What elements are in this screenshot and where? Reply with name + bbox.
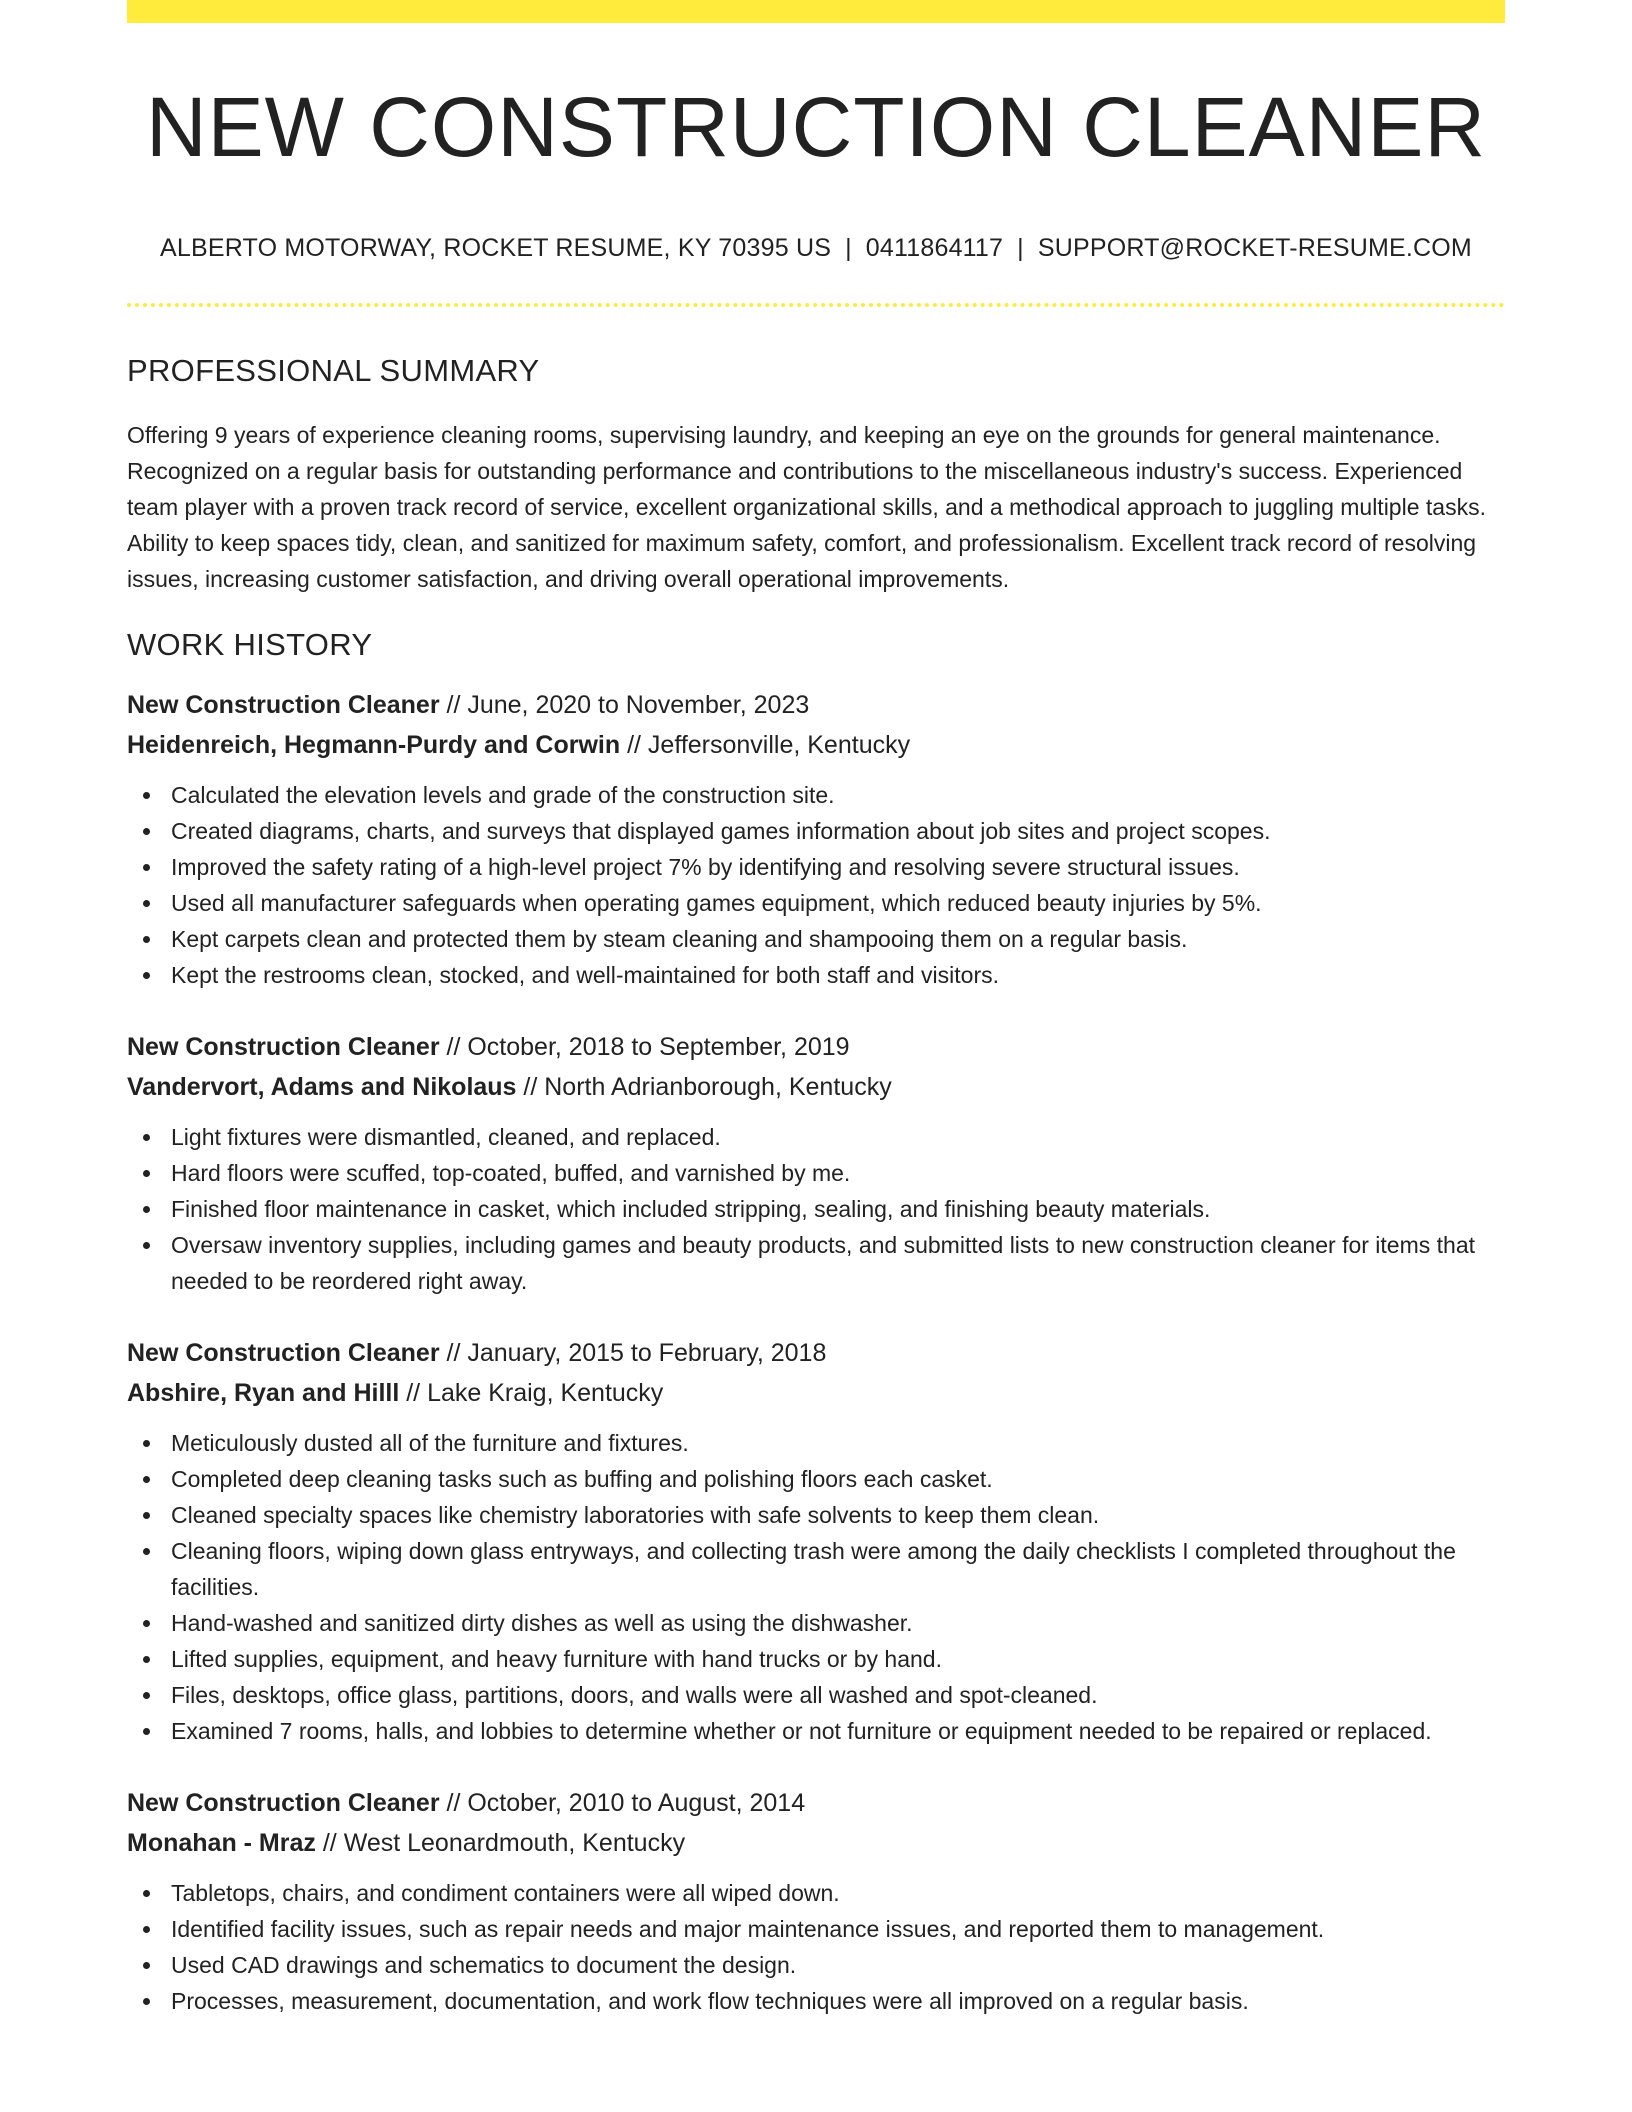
job-company: Vandervort, Adams and Nikolaus <box>127 1073 517 1101</box>
job-entry <box>127 685 1505 993</box>
job-company: Monahan - Mraz <box>127 1829 316 1857</box>
work-history-heading: WORK HISTORY <box>127 627 373 662</box>
job-dates: // October, 2010 to August, 2014 <box>439 1789 806 1817</box>
job-role: New Construction Cleaner <box>127 691 440 719</box>
job-bullet: Tabletops, chairs, and condiment containers were all wiped down. <box>127 1875 1505 1911</box>
job-bullet: Oversaw inventory supplies, including games and beauty products, and submitted lists to new construction cleaner for items that needed to be reordered right away. <box>127 1227 1505 1299</box>
job-role: New Construction Cleaner <box>127 1033 440 1061</box>
contact-separator: | <box>845 234 852 262</box>
job-company-line <box>127 1067 1505 1107</box>
job-bullet: Cleaning floors, wiping down glass entryways, and collecting trash were among the daily checklists I completed throughout the facilities. <box>127 1533 1505 1605</box>
job-bullet: Finished floor maintenance in casket, which included stripping, sealing, and finishing beauty materials. <box>127 1191 1505 1227</box>
job-bullet: Lifted supplies, equipment, and heavy furniture with hand trucks or by hand. <box>127 1641 1505 1677</box>
job-company-line <box>127 725 1505 765</box>
dotted-divider <box>127 303 1505 307</box>
contact-separator: | <box>1017 234 1024 262</box>
job-role: New Construction Cleaner <box>127 1789 440 1817</box>
job-company: Abshire, Ryan and Hilll <box>127 1379 400 1407</box>
summary-paragraph: Offering 9 years of experience cleaning rooms, supervising laundry, and keeping an eye on the grounds for general maintenance. Recognized on a regular basis for outstanding performance and contributions to the miscellaneous industry's success. Experienced team player with a proven track record of service, excellent organizational skills, and a methodical approach to juggling multiple tasks. Ability to keep spaces tidy, clean, and sanitized for maximum safety, comfort, and professionalism. Excellent track record of resolving issues, increasing customer satisfaction, and driving overall operational improvements. <box>127 422 1486 592</box>
job-bullet: Used all manufacturer safeguards when operating games equipment, which reduced beauty injuries by 5%. <box>127 885 1505 921</box>
job-bullet: Used CAD drawings and schematics to document the design. <box>127 1947 1505 1983</box>
job-bullet: Cleaned specialty spaces like chemistry laboratories with safe solvents to keep them clean. <box>127 1497 1505 1533</box>
job-role-line <box>127 1027 1505 1067</box>
job-dates: // June, 2020 to November, 2023 <box>439 691 810 719</box>
job-role: New Construction Cleaner <box>127 1339 440 1367</box>
job-bullet: Kept carpets clean and protected them by steam cleaning and shampooing them on a regular basis. <box>127 921 1505 957</box>
job-bullet: Identified facility issues, such as repair needs and major maintenance issues, and reported them to management. <box>127 1911 1505 1947</box>
job-bullet: Light fixtures were dismantled, cleaned, and replaced. <box>127 1119 1505 1155</box>
job-dates: // October, 2018 to September, 2019 <box>439 1033 850 1061</box>
job-bullet: Kept the restrooms clean, stocked, and well-maintained for both staff and visitors. <box>127 957 1505 993</box>
job-role-line <box>127 1783 1505 1823</box>
job-bullet-list <box>127 777 1505 993</box>
job-entry <box>127 1783 1505 2019</box>
job-bullet: Created diagrams, charts, and surveys that displayed games information about job sites and project scopes. <box>127 813 1505 849</box>
job-bullet: Calculated the elevation levels and grade of the construction site. <box>127 777 1505 813</box>
job-role-line <box>127 685 1505 725</box>
contact-phone: 0411864117 <box>865 234 1004 262</box>
job-bullet: Completed deep cleaning tasks such as buffing and polishing floors each casket. <box>127 1461 1505 1497</box>
job-bullet: Hand-washed and sanitized dirty dishes as well as using the dishwasher. <box>127 1605 1505 1641</box>
job-bullet-list <box>127 1119 1505 1299</box>
job-location: // West Leonardmouth, Kentucky <box>315 1829 686 1857</box>
job-location: // Lake Kraig, Kentucky <box>399 1379 664 1407</box>
summary-heading: PROFESSIONAL SUMMARY <box>127 353 540 388</box>
job-entry <box>127 1333 1505 1749</box>
job-bullet: Improved the safety rating of a high-level project 7% by identifying and resolving severe structural issues. <box>127 849 1505 885</box>
job-company-line <box>127 1373 1505 1413</box>
job-dates: // January, 2015 to February, 2018 <box>439 1339 827 1367</box>
job-bullet: Files, desktops, office glass, partitions, doors, and walls were all washed and spot-cleaned. <box>127 1677 1505 1713</box>
job-bullet-list <box>127 1875 1505 2019</box>
contact-address: ALBERTO MOTORWAY, ROCKET RESUME, KY 70395 US <box>160 234 832 262</box>
job-bullet-list <box>127 1425 1505 1749</box>
job-location: // North Adrianborough, Kentucky <box>516 1073 892 1101</box>
contact-email: SUPPORT@ROCKET-RESUME.COM <box>1037 234 1472 262</box>
job-role-line <box>127 1333 1505 1373</box>
job-bullet: Hard floors were scuffed, top-coated, buffed, and varnished by me. <box>127 1155 1505 1191</box>
job-company-line <box>127 1823 1505 1863</box>
job-bullet: Processes, measurement, documentation, and work flow techniques were all improved on a regular basis. <box>127 1983 1505 2019</box>
accent-top-bar <box>127 0 1505 23</box>
job-bullet: Meticulously dusted all of the furniture and fixtures. <box>127 1425 1505 1461</box>
job-location: // Jeffersonville, Kentucky <box>620 731 911 759</box>
job-bullet: Examined 7 rooms, halls, and lobbies to determine whether or not furniture or equipment needed to be repaired or replaced. <box>127 1713 1505 1749</box>
contact-line <box>127 234 1505 263</box>
resume-title: NEW CONSTRUCTION CLEANER <box>145 80 1487 174</box>
job-company: Heidenreich, Hegmann-Purdy and Corwin <box>127 731 621 759</box>
job-entry <box>127 1027 1505 1299</box>
